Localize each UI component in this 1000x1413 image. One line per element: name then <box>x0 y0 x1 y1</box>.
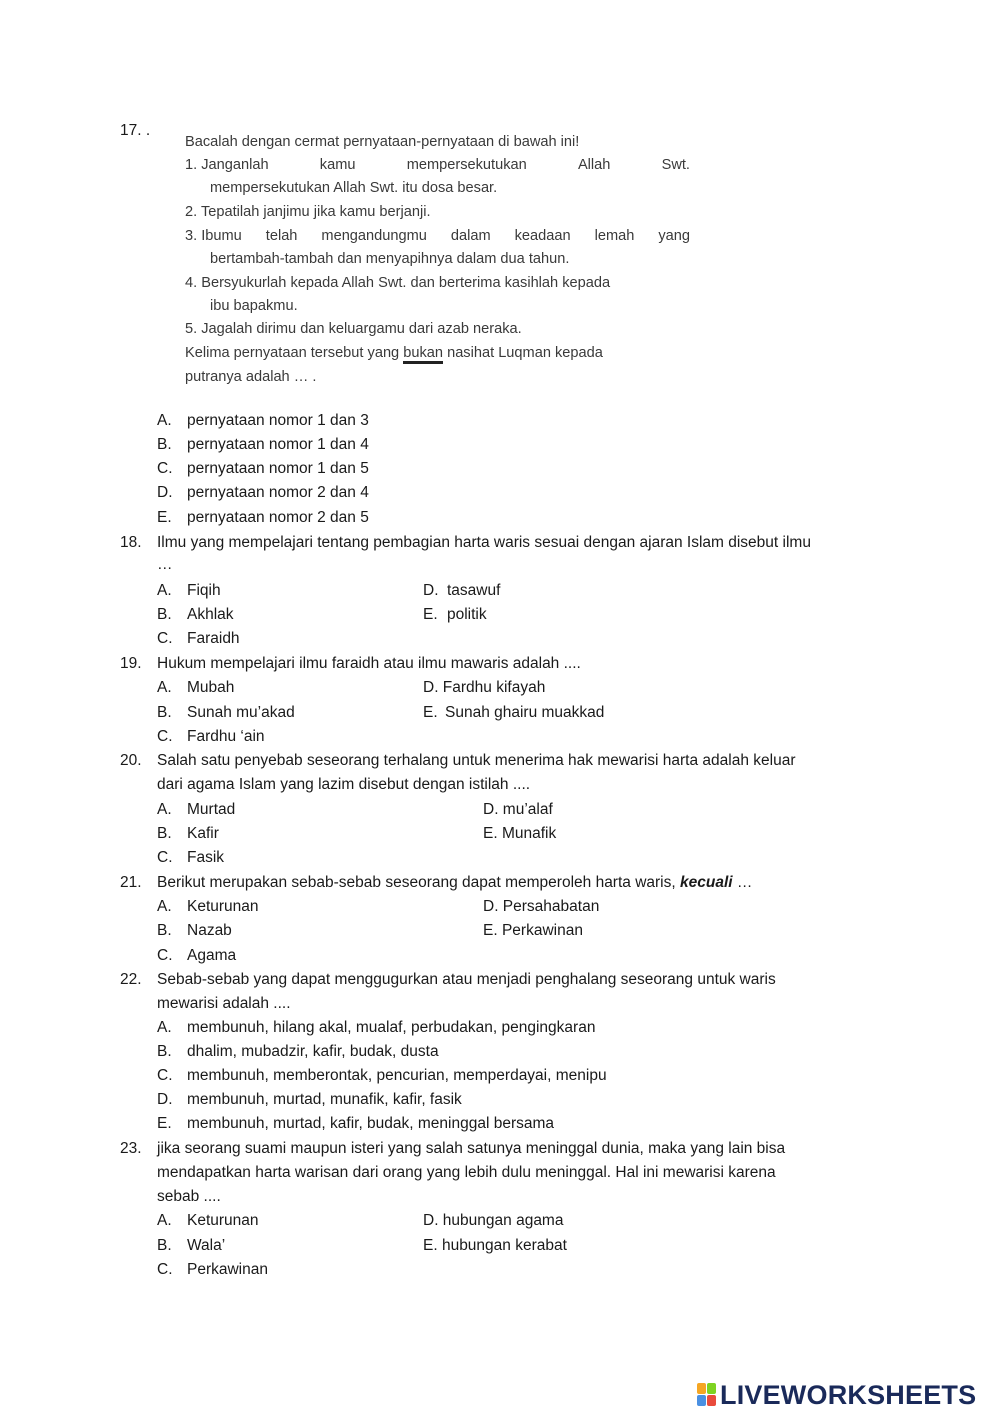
q17-s3-word: dalam <box>450 228 491 244</box>
q17-s1-word: Allah <box>577 157 611 173</box>
q22-option-d-text[interactable]: membunuh, murtad, munafik, kafir, fasik <box>187 1091 462 1108</box>
q19-option-b-letter: B. <box>157 704 172 721</box>
q23-option-d[interactable]: D. hubungan agama <box>423 1212 564 1229</box>
question-18-text: Ilmu yang mempelajari tentang pembagian harta waris sesuai dengan ajaran Islam disebut ilmu <box>157 534 811 551</box>
q22-option-b-text[interactable]: dhalim, mubadzir, kafir, budak, dusta <box>187 1043 439 1060</box>
q19-option-b-text[interactable]: Sunah mu’akad <box>187 704 295 721</box>
q17-s3-word: telah <box>265 228 298 244</box>
q17-option-d-text[interactable]: pernyataan nomor 2 dan 4 <box>187 484 369 501</box>
q17-statement-4: 4. Bersyukurlah kepada Allah Swt. dan berterima kasihlah kepada <box>185 275 611 291</box>
q21-option-c-letter: C. <box>157 947 173 964</box>
q17-option-b-letter: B. <box>157 436 172 453</box>
q17-closing-2: putranya adalah … . <box>185 369 317 385</box>
question-18-text-cont: … <box>157 556 173 573</box>
q22-option-b-letter: B. <box>157 1043 172 1060</box>
logo-square <box>707 1395 716 1406</box>
question-22-text: Sebab-sebab yang dapat menggugurkan atau menjadi penghalang seseorang untuk waris <box>157 971 776 988</box>
q17-option-c-letter: C. <box>157 460 173 477</box>
q21-text-tail: … <box>736 874 753 891</box>
q21-option-d[interactable]: D. Persahabatan <box>483 898 600 915</box>
q17-closing-emphasis: bukan <box>403 345 443 364</box>
q20-option-a-text[interactable]: Murtad <box>187 801 236 818</box>
q19-option-e-letter: E. <box>423 704 438 721</box>
q17-s1-word: Swt. <box>661 157 690 173</box>
q18-option-a-letter: A. <box>157 582 172 599</box>
question-20-text-cont: dari agama Islam yang lazim disebut dengan istilah .... <box>157 776 531 793</box>
question-19-text: Hukum mempelajari ilmu faraidh atau ilmu mawaris adalah .... <box>157 655 581 672</box>
question-23-text-cont: mendapatkan harta warisan dari orang yang lebih dulu meninggal. Hal ini mewarisi karena <box>157 1164 776 1181</box>
q19-option-c-text[interactable]: Fardhu ‘ain <box>187 728 265 745</box>
q22-option-e-letter: E. <box>157 1115 172 1132</box>
question-18-number: 18. <box>120 534 142 551</box>
q21-option-c-text[interactable]: Agama <box>187 947 237 964</box>
question-21-number: 21. <box>120 874 142 891</box>
q18-option-c-letter: C. <box>157 630 173 647</box>
logo-square <box>697 1383 706 1394</box>
q17-s3-word: keadaan <box>514 228 571 244</box>
q22-option-c-text[interactable]: membunuh, memberontak, pencurian, memperdayai, menipu <box>187 1067 607 1084</box>
q19-option-a-text[interactable]: Mubah <box>187 679 235 696</box>
q21-option-e[interactable]: E. Perkawinan <box>483 922 583 939</box>
q17-option-e-letter: E. <box>157 509 172 526</box>
q21-option-a-letter: A. <box>157 898 172 915</box>
question-23-text-cont-2: sebab .... <box>157 1188 221 1205</box>
q17-statement-2: 2. Tepatilah janjimu jika kamu berjanji. <box>185 204 431 220</box>
q23-option-a-text[interactable]: Keturunan <box>187 1212 259 1229</box>
q21-text-emphasis: kecuali <box>680 874 733 891</box>
logo-square <box>697 1395 706 1406</box>
q23-option-e[interactable]: E. hubungan kerabat <box>423 1237 567 1254</box>
question-20-number: 20. <box>120 752 142 769</box>
logo-icon <box>697 1383 717 1407</box>
liveworksheets-logo[interactable] <box>697 1380 976 1410</box>
q23-option-c-text[interactable]: Perkawinan <box>187 1261 268 1278</box>
question-23-text: jika seorang suami maupun isteri yang salah satunya meninggal dunia, maka yang lain bisa <box>157 1140 786 1157</box>
q18-option-e-text[interactable]: politik <box>447 606 487 623</box>
q21-option-a-text[interactable]: Keturunan <box>187 898 259 915</box>
q17-statement-1-cont: mempersekutukan Allah Swt. itu dosa besar. <box>210 180 498 196</box>
q22-option-e-text[interactable]: membunuh, murtad, kafir, budak, meninggal bersama <box>187 1115 555 1132</box>
q20-option-c-text[interactable]: Fasik <box>187 849 225 866</box>
q17-s3-word: 3. Ibumu <box>185 228 242 244</box>
q17-s3-word: lemah <box>594 228 635 244</box>
q18-option-a-text[interactable]: Fiqih <box>187 582 221 599</box>
q19-option-d[interactable]: D. Fardhu kifayah <box>423 679 546 696</box>
q22-option-c-letter: C. <box>157 1067 173 1084</box>
q18-option-b-text[interactable]: Akhlak <box>187 606 234 623</box>
question-20-text: Salah satu penyebab seseorang terhalang untuk menerima hak mewarisi harta adalah keluar <box>157 752 796 769</box>
q17-s1-word: kamu <box>319 157 356 173</box>
q22-option-d-letter: D. <box>157 1091 173 1108</box>
q21-option-b-letter: B. <box>157 922 172 939</box>
q22-option-a-text[interactable]: membunuh, hilang akal, mualaf, perbudakan, pengingkaran <box>187 1019 596 1036</box>
question-22-text-cont: mewarisi adalah .... <box>157 995 291 1012</box>
question-23-number: 23. <box>120 1140 142 1157</box>
q17-option-d-letter: D. <box>157 484 173 501</box>
q17-intro: Bacalah dengan cermat pernyataan-pernyataan di bawah ini! <box>185 134 580 150</box>
q17-s3-word: mengandungmu <box>321 228 427 244</box>
question-22-number: 22. <box>120 971 142 988</box>
q20-option-b-letter: B. <box>157 825 172 842</box>
q23-option-b-text[interactable]: Wala’ <box>187 1237 226 1254</box>
q17-closing-pre: Kelima pernyataan tersebut yang <box>185 345 400 361</box>
q17-s1-word: 1. Janganlah <box>185 157 269 173</box>
q17-closing-post: nasihat Luqman kepada <box>447 345 603 361</box>
q17-option-b-text[interactable]: pernyataan nomor 1 dan 4 <box>187 436 369 453</box>
q17-statement-4-cont: ibu bapakmu. <box>210 298 298 314</box>
q18-option-b-letter: B. <box>157 606 172 623</box>
q17-closing <box>185 342 603 366</box>
q22-option-a-letter: A. <box>157 1019 172 1036</box>
question-19-number: 19. <box>120 655 142 672</box>
q17-option-c-text[interactable]: pernyataan nomor 1 dan 5 <box>187 460 369 477</box>
q19-option-c-letter: C. <box>157 728 173 745</box>
question-21-text <box>157 874 752 892</box>
q23-option-a-letter: A. <box>157 1212 172 1229</box>
q23-option-b-letter: B. <box>157 1237 172 1254</box>
question-17-number: 17. . <box>120 122 151 139</box>
q21-option-b-text[interactable]: Nazab <box>187 922 232 939</box>
q17-statement-1 <box>185 154 690 178</box>
q17-s1-word: mempersekutukan <box>406 157 527 173</box>
q20-option-c-letter: C. <box>157 849 173 866</box>
logo-text: LIVEWORKSHEETS <box>720 1379 977 1410</box>
q17-option-a-text[interactable]: pernyataan nomor 1 dan 3 <box>187 412 369 429</box>
q19-option-a-letter: A. <box>157 679 172 696</box>
q18-option-d-text[interactable]: tasawuf <box>447 582 501 599</box>
q18-option-c-text[interactable]: Faraidh <box>187 630 240 647</box>
logo-square <box>707 1383 716 1394</box>
q20-option-a-letter: A. <box>157 801 172 818</box>
q19-option-e-text[interactable]: Sunah ghairu muakkad <box>445 704 605 721</box>
q18-option-e-letter: E. <box>423 606 438 623</box>
q20-option-b-text[interactable]: Kafir <box>187 825 219 842</box>
q23-option-c-letter: C. <box>157 1261 173 1278</box>
q17-statement-5: 5. Jagalah dirimu dan keluargamu dari azab neraka. <box>185 321 522 337</box>
q17-s3-word: yang <box>658 228 690 244</box>
q21-text-main: Berikut merupakan sebab-sebab seseorang dapat memperoleh harta waris, <box>157 874 676 891</box>
q17-option-e-text[interactable]: pernyataan nomor 2 dan 5 <box>187 509 369 526</box>
q17-statement-3-cont: bertambah-tambah dan menyapihnya dalam dua tahun. <box>210 251 570 267</box>
q17-statement-3 <box>185 225 690 249</box>
q20-option-e[interactable]: E. Munafik <box>483 825 557 842</box>
q17-option-a-letter: A. <box>157 412 172 429</box>
q18-option-d-letter: D. <box>423 582 439 599</box>
q20-option-d[interactable]: D. mu’alaf <box>483 801 553 818</box>
